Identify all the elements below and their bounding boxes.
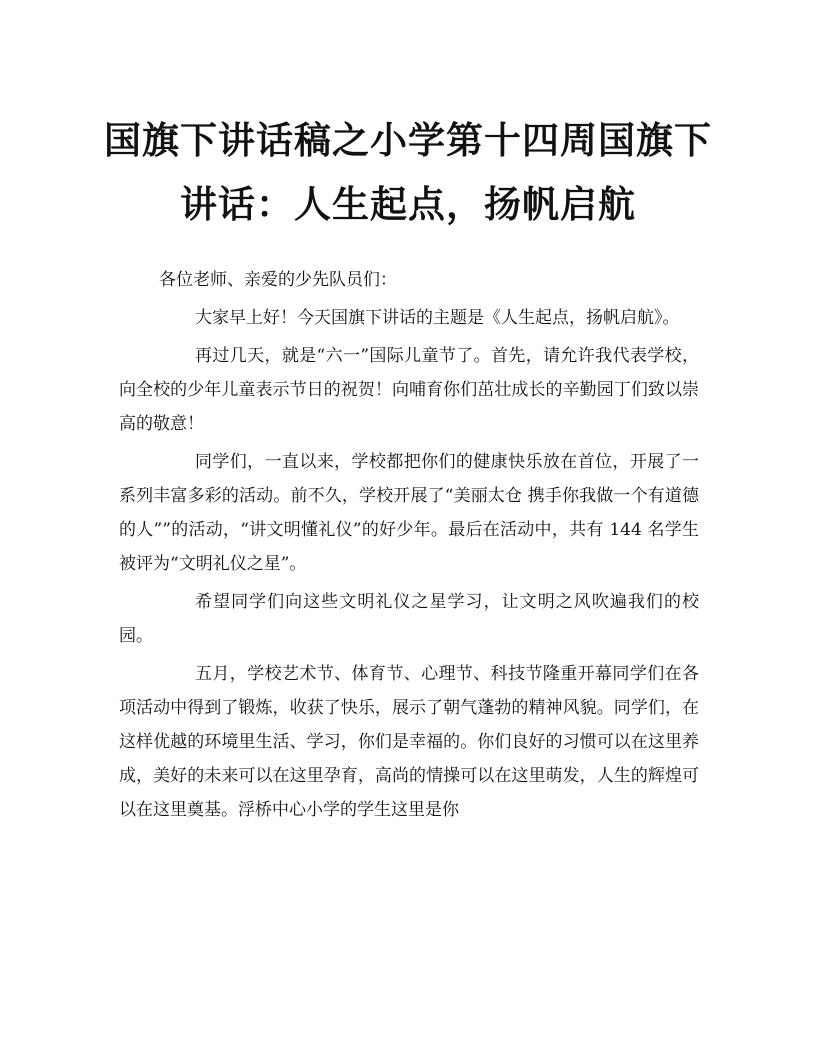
paragraph-3: 同学们，一直以来，学校都把你们的健康快乐放在首位，开展了一系列丰富多彩的活动。前不久，学校开展了“美丽太仓 携手你我做一个有道德的人””的活动，“讲文明懂礼仪”的好少年。最后在活动中，共有 144 名学生被评为“文明礼仪之星”。 — [119, 452, 699, 574]
paragraph-5: 五月，学校艺术节、体育节、心理节、科技节隆重开幕同学们在各项活动中得到了锻炼，收获了快乐，展示了朝气蓬勃的精神风貌。同学们，在这样优越的环境里生活、学习，你们是幸福的。你们良好的习惯可以在这里养成，美好的未来可以在这里孕育，高尚的情操可以在这里萌发，人生的辉煌可以在这里奠基。浮桥中心小学的学生这里是你 — [119, 664, 699, 820]
paragraph-4: 希望同学们向这些文明礼仪之星学习，让文明之风吹遍我们的校园。 — [119, 592, 699, 646]
salutation: 各位老师、亲爱的少先队员们： — [159, 270, 397, 290]
document-body — [119, 263, 699, 831]
paragraph-2: 再过几天，就是“六一”国际儿童节了。首先，请允许我代表学校，向全校的少年儿童表示节日的祝贺！向哺育你们茁壮成长的辛勤园丁们致以崇高的敬意！ — [119, 346, 699, 434]
paragraph-1: 大家早上好！今天国旗下讲话的主题是《人生起点，扬帆启航》。 — [195, 308, 680, 328]
document-title — [100, 108, 716, 236]
title-line-2: 讲话：人生起点，扬帆启航 — [180, 182, 636, 226]
title-line-1: 国旗下讲话稿之小学第十四周国旗下 — [104, 118, 712, 162]
